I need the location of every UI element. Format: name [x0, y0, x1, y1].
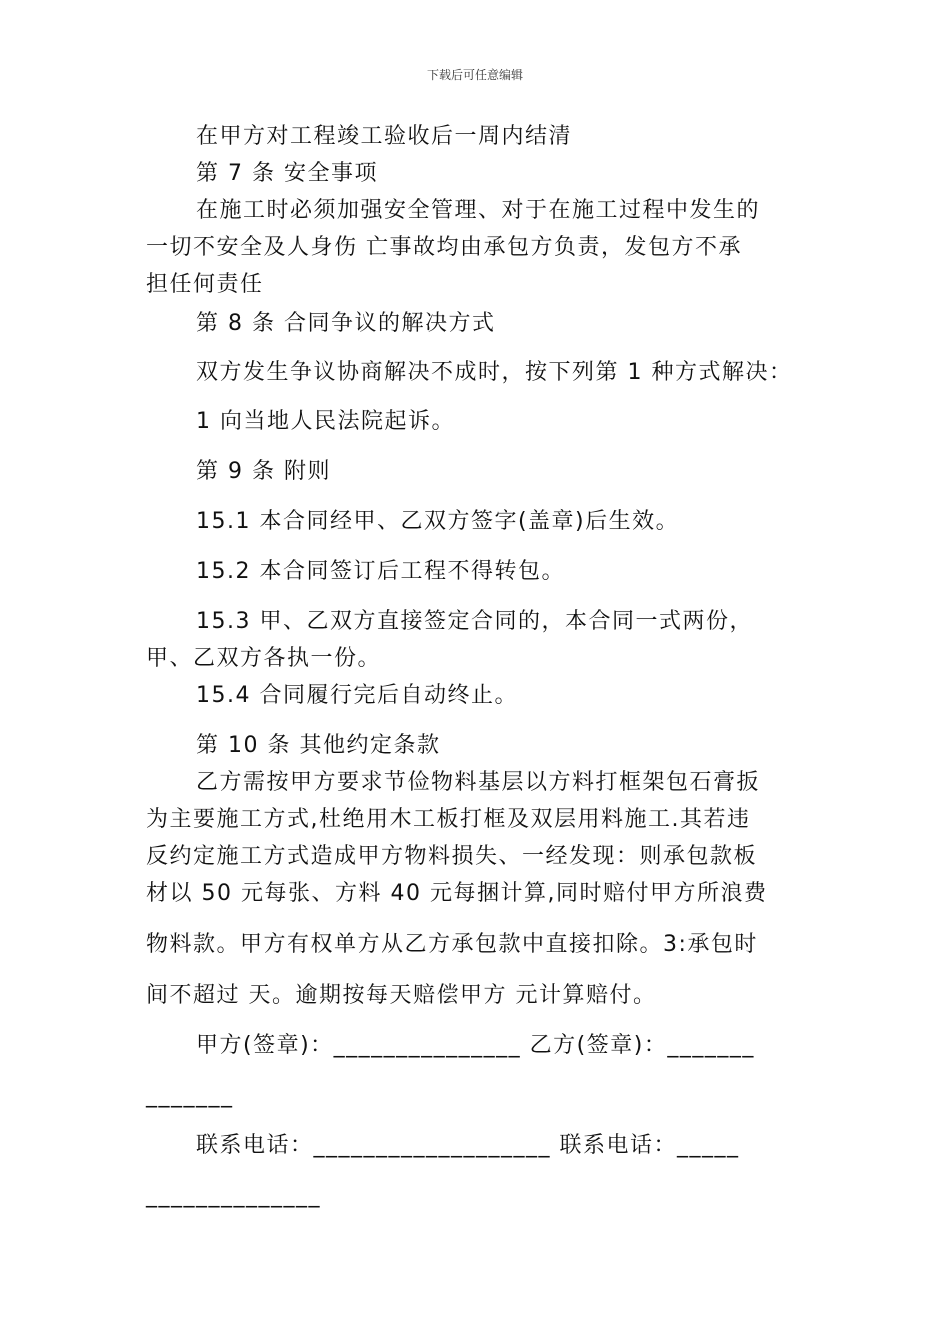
text-line: 15.1 本合同经甲、乙双方签字(盖章)后生效。: [196, 509, 680, 534]
article-heading: 第 10 条 其他约定条款: [196, 733, 441, 758]
text-line: 反约定施工方式造成甲方物料损失、一经发现：则承包款板: [146, 844, 758, 869]
text-line: 15.3 甲、乙双方直接签定合同的，本合同一式两份，: [196, 609, 753, 634]
text-line: 1 向当地人民法院起诉。: [196, 409, 455, 434]
text-line: 在甲方对工程竣工验收后一周内结清: [196, 124, 573, 149]
text-line: 间不超过 天。逾期按每天赔偿甲方 元计算赔付。: [146, 983, 657, 1008]
text-line: 15.4 合同履行完后自动终止。: [196, 683, 518, 708]
signature-line: _______: [146, 1083, 234, 1108]
text-line: 在施工时必须加强安全管理、对于在施工过程中发生的: [196, 198, 761, 223]
page-header: 下载后可任意编辑: [426, 68, 523, 82]
text-line: 乙方需按甲方要求节俭物料基层以方料打框架包石膏扳: [196, 770, 761, 795]
article-heading: 第 8 条 合同争议的解决方式: [196, 311, 496, 336]
text-line: 一切不安全及人身伤 亡事故均由承包方负责，发包方不承: [146, 235, 742, 260]
text-line: 为主要施工方式,杜绝用木工板打框及双层用料施工.其若违: [146, 807, 751, 832]
text-line: 物料款。甲方有权单方从乙方承包款中直接扣除。3:承包时: [146, 932, 758, 957]
text-line: 甲、乙双方各执一份。: [146, 646, 382, 671]
text-line: 15.2 本合同签订后工程不得转包。: [196, 559, 565, 584]
contact-line: ______________: [146, 1183, 321, 1208]
contact-line: 联系电话：___________________ 联系电话：_____: [196, 1133, 740, 1158]
text-line: 双方发生争议协商解决不成时，按下列第 1 种方式解决：: [196, 360, 793, 385]
article-heading: 第 9 条 附则: [196, 459, 331, 484]
text-line: 材以 50 元每张、方料 40 元每捆计算,同时赔付甲方所浪费: [146, 881, 768, 906]
article-heading: 第 7 条 安全事项: [196, 161, 378, 186]
text-line: 担任何责任: [146, 272, 264, 297]
signature-line: 甲方(签章)：_______________ 乙方(签章)：_______: [196, 1033, 755, 1058]
